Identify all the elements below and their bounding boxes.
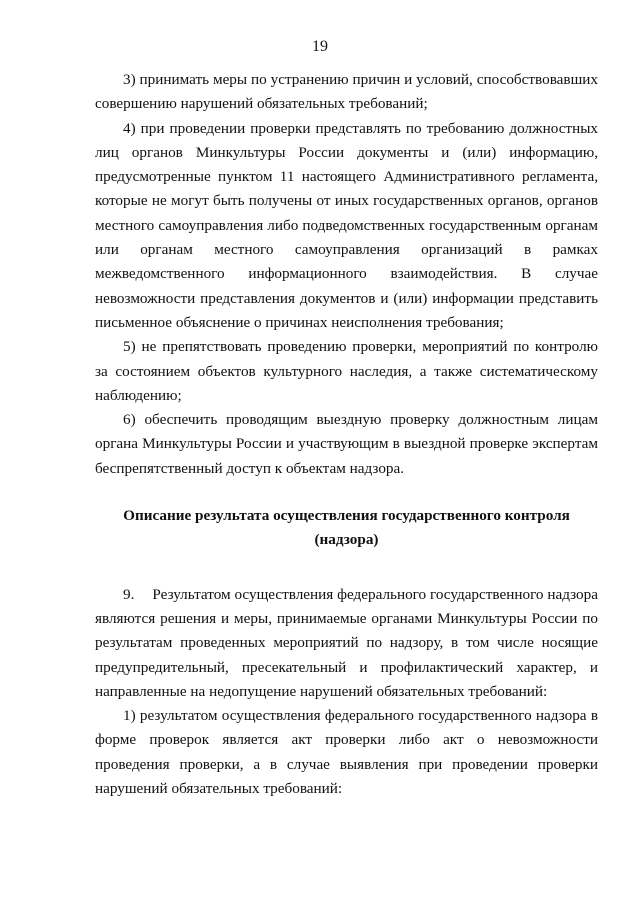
paragraph-item-5: 5) не препятствовать проведению проверки, мероприятий по контролю за состоянием объектов культурного наследия, а также систематическому наблюдению; [95,338,598,404]
page-number: 19 [312,38,328,55]
paragraph-item-4: 4) при проведении проверки представлять по требованию должностных лиц органов Минкультуры России документы и (или) информацию, предусмотренные пунктом 11 настоящего Административного регламента, которые не могут быть получены от иных государственных органов, органов местного самоуправления либо подведомственных государственным органам или органам местного самоуправления организаций в рамках межведомственного информационного взаимодействия. В случае невозможности представления документов и (или) информации представить письменное объяснение о причинах неисполнения требования; [95,119,598,331]
paragraph-9-subitem-1: 1) результатом осуществления федерального государственного надзора в форме проверок является акт проверки либо акт о невозможности проведения проверки, а в случае выявления при проведении проверки нарушений обязательных требований: [95,707,598,798]
section-heading-line-1: Описание результата осуществления государственного контроля [123,507,570,525]
paragraph-item-6: 6) обеспечить проводящим выездную проверку должностным лицам органа Минкультуры России и участвующим в выездной проверке экспертам беспрепятственный доступ к объектам надзора. [95,411,598,477]
paragraph-9 [95,583,598,704]
document-body [95,68,598,801]
paragraph-9-text: Результатом осуществления федерального государственного надзора являются решения и меры, принимаемые органами Минкультуры России по результатам проведенных мероприятий по надзору, в том числе носящие предупредительный, пресекательный и профилактический характер, и направленные на недопущение нарушений обязательных требований: [95,585,598,700]
paragraph-item-3: 3) принимать меры по устранению причин и условий, способствовавших совершению нарушений обязательных требований; [95,71,598,113]
paragraph-9-number: 9. [123,585,135,603]
section-heading-line-2: (надзора) [314,531,379,549]
section-heading [95,504,598,553]
